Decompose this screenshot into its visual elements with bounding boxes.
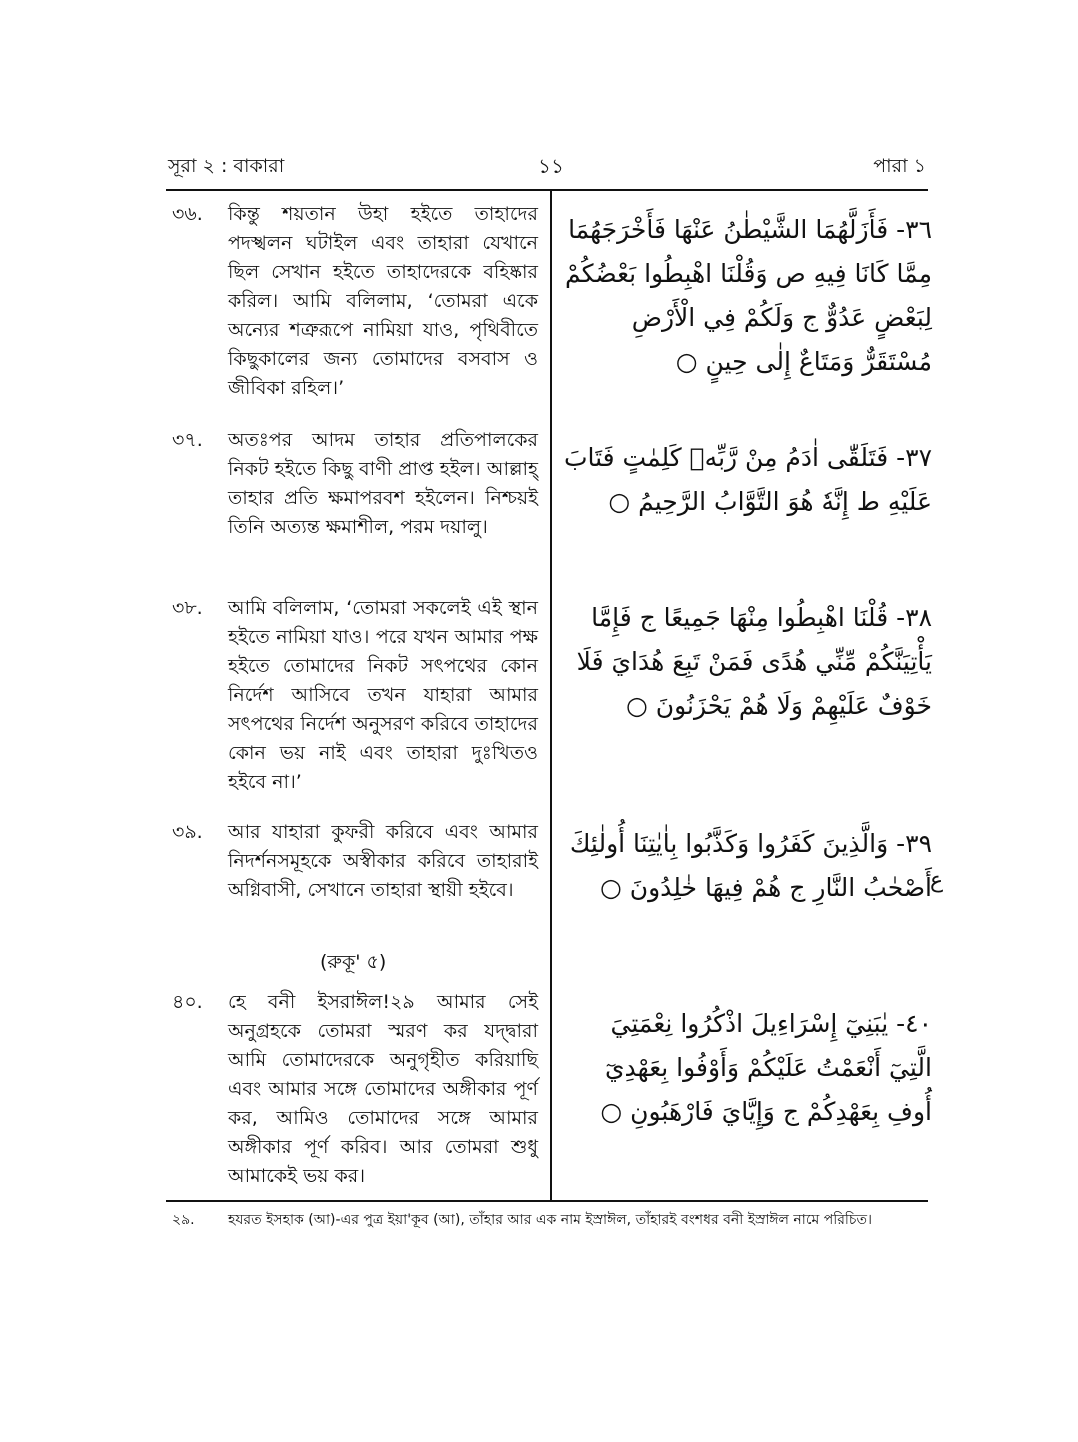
verse-bengali-text: অতঃপর আদম তাহার প্রতিপালকের নিকট হইতে কিছু বাণী প্রাপ্ত হইল। আল্লাহ্ তাহার প্রতি ক্ষমাপরবশ হইলেন। নিশ্চয়ই তিনি অত্যন্ত ক্ষমাশীল, পরম দয়ালু।	[228, 429, 538, 538]
verse-number: ৪০.	[172, 991, 203, 1013]
para-label: পারা ১	[873, 155, 926, 177]
verse-arabic-text: ٣٧- فَتَلَقّٰى اٰدَمُ مِنْ رَّبِّهٖ كَلِمٰتٍ فَتَابَ عَلَيْهِ ط إِنَّهٗ هُوَ التَّوَّابُ الرَّحِيمُ ○	[563, 443, 932, 516]
verse-translation	[172, 200, 538, 403]
verse-translation	[172, 988, 538, 1191]
ruku-label: (রুকূ' ৫)	[320, 951, 387, 973]
verse-translation	[172, 594, 538, 797]
verse-arabic-text: ٤٠- يٰبَنِيٓ إِسْرَاءِيلَ اذْكُرُوا نِعْمَتِيَ الَّتِيٓ أَنْعَمْتُ عَلَيْكُمْ وَأَوْفُوا بِعَهْدِيٓ أُوفِ بِعَهْدِكُمْ ج وَإِيَّايَ فَارْهَبُونِ ○	[600, 1009, 932, 1126]
verse-arabic-text: ٣٨- قُلْنَا اهْبِطُوا مِنْهَا جَمِيعًا ج فَإِمَّا يَأْتِيَنَّكُمْ مِّنِّي هُدًى فَمَنْ تَبِعَ هُدَايَ فَلَا خَوْفٌ عَلَيْهِمْ وَلَا هُمْ يَحْزَنُونَ ○	[576, 603, 932, 720]
footnote-rule	[166, 1200, 928, 1202]
footnote	[172, 1210, 930, 1230]
surah-title: সূরা ২ : বাকারা	[168, 155, 285, 177]
verse-arabic-text: ٣٦- فَأَزَلَّهُمَا الشَّيْطٰنُ عَنْهَا فَأَخْرَجَهُمَا مِمَّا كَانَا فِيهِ ص وَقُلْنَا اهْبِطُوا بَعْضُكُمْ لِبَعْضٍ عَدُوٌّ ج وَلَكُمْ فِي الْأَرْضِ مُسْتَقَرٌّ وَمَتَاعٌ إِلٰى حِينٍ ○	[564, 215, 932, 376]
page-number: ১১	[538, 154, 564, 178]
ruku-marker: ع	[930, 868, 944, 893]
verse-bengali-text: হে বনী ইসরাঈল!২৯ আমার সেই অনুগ্রহকে তোমরা স্মরণ কর যদ্দ্বারা আমি তোমাদেরকে অনুগৃহীত করিয়াছি এবং আমার সঙ্গে তোমাদের অঙ্গীকার পূর্ণ কর, আমিও তোমাদের সঙ্গে আমার অঙ্গীকার পূর্ণ করিব। আর তোমরা শুধু আমাকেই ভয় কর।	[228, 991, 538, 1187]
verse-bengali-text: আমি বলিলাম, ‘তোমরা সকলেই এই স্থান হইতে নামিয়া যাও। পরে যখন আমার পক্ষ হইতে তোমাদের নিকট সৎপথের কোন নির্দেশ আসিবে তখন যাহারা আমার সৎপথের নির্দেশ অনুসরণ করিবে তাহাদের কোন ভয় নাই এবং তাহারা দুঃখিতও হইবে না।’	[228, 597, 538, 793]
verse-translation	[172, 818, 538, 905]
verse-number: ৩৭.	[172, 429, 203, 451]
footnote-number: ২৯.	[172, 1212, 195, 1228]
verse-bengali-text: আর যাহারা কুফরী করিবে এবং আমার নিদর্শনসমূহকে অস্বীকার করিবে তাহারাই অগ্নিবাসী, সেখানে তাহারা স্থায়ী হইবে।	[228, 821, 538, 901]
verse-bengali-text: কিন্তু শয়তান উহা হইতে তাহাদের পদস্খলন ঘটাইল এবং তাহারা যেখানে ছিল সেখান হইতে তাহাদেরকে বহিষ্কার করিল। আমি বলিলাম, ‘তোমরা একে অন্যের শত্রুরূপে নামিয়া যাও, পৃথিবীতে কিছুকালের জন্য তোমাদের বসবাস ও জীবিকা রহিল।’	[228, 203, 538, 399]
verse-translation	[172, 426, 538, 542]
footnote-text: হযরত ইসহাক (আ)-এর পুত্র ইয়া'কূব (আ), তাঁহার আর এক নাম ইস্রাঈল, তাঁহারই বংশধর বনী ইস্রাঈল নামে পরিচিত।	[228, 1212, 872, 1228]
header-rule	[166, 189, 928, 191]
verse-number: ৩৮.	[172, 597, 203, 619]
page-header	[168, 152, 926, 184]
verse-number: ৩৬.	[172, 203, 203, 225]
column-divider	[550, 190, 552, 1200]
verse-number: ৩৯.	[172, 821, 203, 843]
verse-arabic-text: ٣٩- وَالَّذِينَ كَفَرُوا وَكَذَّبُوا بِاٰيٰتِنَا أُولٰئِكَ أَصْحٰبُ النَّارِ ج هُمْ فِيهَا خٰلِدُونَ ○	[569, 829, 932, 902]
